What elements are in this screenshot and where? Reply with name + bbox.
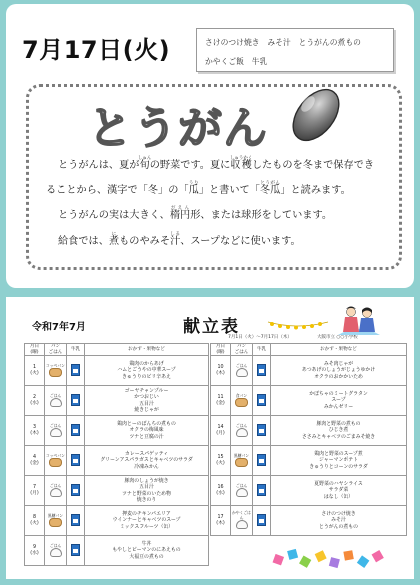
menu-row xyxy=(25,536,209,566)
staple-label: 食パン xyxy=(235,392,248,398)
description-line-1: とうがんは、夏が旬しゅんの野菜です。夏に収穫しゅうかくしたものを冬まで保存でき xyxy=(58,156,375,171)
staple-label: ごはん xyxy=(235,482,248,488)
menu-dishes: 豚肉のしょうが焼き 五目汁 ツナと野菜のいため物 焼きのり xyxy=(85,476,209,506)
menu-staple xyxy=(231,476,253,506)
menu-date: 3 (木) xyxy=(25,416,45,446)
header-milk: 牛乳 xyxy=(67,344,85,356)
staple-label: ごはん xyxy=(49,482,62,488)
menu-period: 7月1日（火）～7月17日（木） xyxy=(228,335,292,340)
milk-carton-icon xyxy=(257,484,266,496)
header-dishes: おかず・果物など xyxy=(271,344,407,356)
menu-row xyxy=(211,476,407,506)
milk-carton-icon xyxy=(71,424,80,436)
menu-staple xyxy=(45,356,67,386)
menu-milk xyxy=(253,446,271,476)
menu-date: 4 (金) xyxy=(25,446,45,476)
menu-row xyxy=(211,356,407,386)
menu-table-left xyxy=(24,343,209,566)
milk-carton-icon xyxy=(71,514,80,526)
milk-carton-icon xyxy=(257,514,266,526)
rice-bowl-icon xyxy=(236,520,248,529)
rice-bowl-icon xyxy=(50,548,62,557)
menu-date: 17 (木) xyxy=(211,506,231,536)
milk-carton-icon xyxy=(257,454,266,466)
staple-label: ごはん xyxy=(49,392,62,398)
bread-icon xyxy=(49,368,62,377)
menu-staple xyxy=(45,506,67,536)
menu-dishes: 夏野菜のハヤシライス サラダ菜 はなし（缶） xyxy=(271,476,407,506)
menu-staple xyxy=(45,536,67,566)
header-staple: パン ごはん xyxy=(45,344,67,356)
menu-milk xyxy=(67,536,85,566)
description-line-3: とうがんの実は大きく、楕円だえん形、または球形をしています。 xyxy=(58,206,333,221)
menu-milk xyxy=(253,506,271,536)
rice-bowl-icon xyxy=(50,398,62,407)
menu-dishes: 鶏肉のからあげ ハムとごうやの中華スープ きゅうりのピリ辛あえ xyxy=(85,356,209,386)
bread-icon xyxy=(235,458,248,467)
menu-date: 9 (水) xyxy=(25,536,45,566)
date-title: 7月17日(火) xyxy=(22,36,171,64)
staple-label: ごはん xyxy=(235,362,248,368)
today-menu-line-2: かやくご飯 牛乳 xyxy=(205,57,268,66)
staple-label: かやくごはん xyxy=(232,510,251,520)
menu-milk xyxy=(253,416,271,446)
menu-date: 7 (月) xyxy=(25,476,45,506)
menu-dishes: 鶏肉と野菜のスープ煮 ジャーマンポテト きゅうりとコーンのサラダ xyxy=(271,446,407,476)
milk-carton-icon xyxy=(71,484,80,496)
bread-icon xyxy=(49,458,62,467)
staple-label: 黒糖パン xyxy=(233,452,250,458)
header-milk: 牛乳 xyxy=(253,344,271,356)
era-month-label: 令和7年7月 xyxy=(32,322,86,333)
menu-date: 8 (火) xyxy=(25,506,45,536)
staple-label: 黒糖パン xyxy=(47,512,64,518)
description-line-2: ることから、漢字で「冬」の「瓜うり」と書いて「冬瓜とうがん」と読みます。 xyxy=(46,181,351,196)
menu-staple xyxy=(231,506,253,536)
konpeito-candies-icon xyxy=(270,546,390,570)
menu-sheet-title: 献立表 xyxy=(183,317,240,337)
menu-staple xyxy=(231,446,253,476)
staple-label: ごはん xyxy=(49,422,62,428)
menu-milk xyxy=(67,386,85,416)
menu-date: 10 (木) xyxy=(211,356,231,386)
menu-date: 11 (金) xyxy=(211,386,231,416)
menu-staple xyxy=(231,416,253,446)
vegetable-name-heading: とうがん xyxy=(88,103,268,154)
bread-icon xyxy=(49,518,62,527)
menu-dishes: 牛丼 もやしとピーマンのにあえもの 大福豆の煮もの xyxy=(85,536,209,566)
rice-bowl-icon xyxy=(50,428,62,437)
milk-carton-icon xyxy=(71,544,80,556)
milk-carton-icon xyxy=(71,394,80,406)
rice-bowl-icon xyxy=(236,428,248,437)
menu-row xyxy=(25,356,209,386)
staple-label: コッペパン xyxy=(46,362,65,368)
menu-row xyxy=(25,386,209,416)
menu-row xyxy=(25,446,209,476)
menu-dishes: さけのつけ焼き みそ汁 とうがんの煮もの xyxy=(271,506,407,536)
rice-bowl-icon xyxy=(50,488,62,497)
menu-row xyxy=(25,416,209,446)
staple-label: ごはん xyxy=(49,542,62,548)
menu-staple xyxy=(45,476,67,506)
menu-date: 14 (月) xyxy=(211,416,231,446)
menu-dishes: 鶏肉とーのぼんちの煮もの オクラの梅風味 ツナと豆腐の汁 xyxy=(85,416,209,446)
description-line-4: 給食では、煮にものやみそ汁しる、スープなどに使います。 xyxy=(58,232,301,247)
school-name: 大阪市立 ○○小学校 xyxy=(317,335,358,340)
staple-label: コッペパン xyxy=(46,452,65,458)
milk-carton-icon xyxy=(257,394,266,406)
menu-staple xyxy=(45,386,67,416)
menu-milk xyxy=(67,476,85,506)
menu-staple xyxy=(231,356,253,386)
menu-milk xyxy=(67,416,85,446)
menu-row xyxy=(25,506,209,536)
menu-dishes: ゴーヤチャンプルー かつおじい 五目汁 焼きじゃが xyxy=(85,386,209,416)
menu-date: 15 (火) xyxy=(211,446,231,476)
menu-dishes: かぼちゃのミートグラタン スープ みかんゼリー xyxy=(271,386,407,416)
menu-milk xyxy=(67,356,85,386)
menu-staple xyxy=(45,416,67,446)
menu-row xyxy=(211,386,407,416)
menu-row xyxy=(211,416,407,446)
menu-row xyxy=(211,506,407,536)
menu-milk xyxy=(253,476,271,506)
header-dishes: おかず・果物など xyxy=(85,344,209,356)
menu-date: 16 (水) xyxy=(211,476,231,506)
menu-staple xyxy=(45,446,67,476)
staple-label: ごはん xyxy=(235,422,248,428)
menu-row xyxy=(25,476,209,506)
milk-carton-icon xyxy=(257,424,266,436)
menu-staple xyxy=(231,386,253,416)
menu-milk xyxy=(67,506,85,536)
wax-gourd-icon xyxy=(288,84,344,146)
star-garland-icon xyxy=(266,319,330,331)
rice-bowl-icon xyxy=(236,368,248,377)
menu-table-right xyxy=(210,343,407,536)
menu-dishes: 豚肉と野菜の煮もの ひじき煮 ささみとキャベツのごまみそ焼き xyxy=(271,416,407,446)
bread-icon xyxy=(235,398,248,407)
menu-milk xyxy=(253,356,271,386)
header-date: 月日 (曜) xyxy=(211,344,231,356)
menu-milk xyxy=(67,446,85,476)
menu-date: 1 (火) xyxy=(25,356,45,386)
today-menu-note xyxy=(196,28,394,72)
menu-date: 2 (水) xyxy=(25,386,45,416)
milk-carton-icon xyxy=(71,454,80,466)
orihime-hikoboshi-icon xyxy=(338,305,380,337)
milk-carton-icon xyxy=(257,364,266,376)
menu-dishes: 押麦のチキンパエリア ウインナーとキャベツのスープ ミックスフルーツ（缶） xyxy=(85,506,209,536)
milk-carton-icon xyxy=(71,364,80,376)
today-menu-line-1: さけのつけ焼き みそ汁 とうがんの煮もの xyxy=(205,38,361,47)
menu-row xyxy=(211,446,407,476)
menu-milk xyxy=(253,386,271,416)
header-staple: パン ごはん xyxy=(231,344,253,356)
menu-dishes: みそ肉じゃが あつあげのしょうがじょうゆかけ オクラのおかかいため xyxy=(271,356,407,386)
header-date: 月日 (曜) xyxy=(25,344,45,356)
menu-dishes: カレースパゲッティ グリーンアスパラガスとキャベツのサラダ 冷凍みかん xyxy=(85,446,209,476)
rice-bowl-icon xyxy=(236,488,248,497)
